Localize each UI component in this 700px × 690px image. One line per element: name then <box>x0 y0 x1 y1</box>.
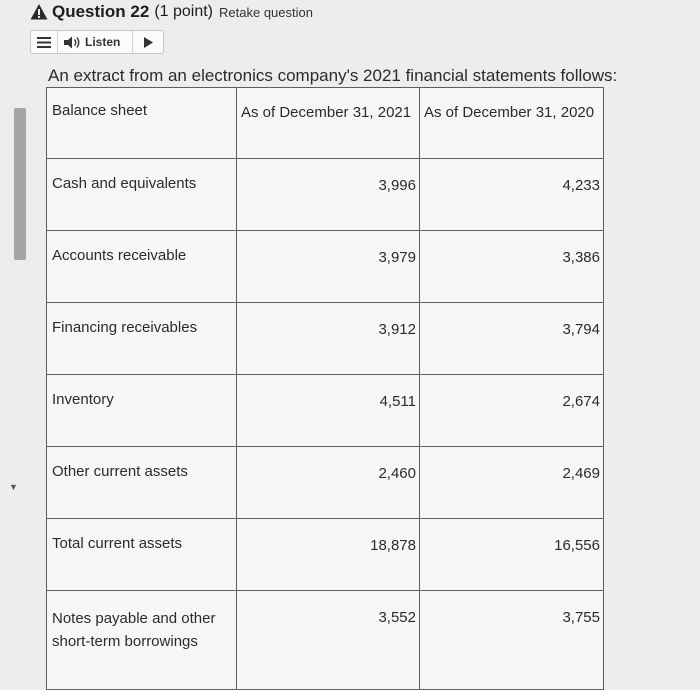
value-2021: 4,511 <box>237 375 420 447</box>
row-label: Financing receivables <box>47 303 237 375</box>
header-2020: As of December 31, 2020 <box>420 88 604 159</box>
warning-icon <box>30 3 48 21</box>
value-2021: 3,996 <box>237 159 420 231</box>
value-2020: 2,674 <box>420 375 604 447</box>
value-2021: 18,878 <box>237 519 420 591</box>
page-scrollbar[interactable] <box>14 108 26 260</box>
question-title: Question 22 <box>52 2 150 21</box>
value-2021: 3,912 <box>237 303 420 375</box>
question-header <box>30 0 313 24</box>
row-label: Notes payable and other short-term borrowings <box>47 591 237 690</box>
listen-toolbar <box>30 30 164 54</box>
header-2021: As of December 31, 2021 <box>237 88 420 159</box>
value-2020: 2,469 <box>420 447 604 519</box>
value-2020: 3,794 <box>420 303 604 375</box>
value-2020: 4,233 <box>420 159 604 231</box>
table-row <box>47 519 604 591</box>
table-row <box>47 303 604 375</box>
row-label: Total current assets <box>47 519 237 591</box>
table-row <box>47 231 604 303</box>
balance-sheet-table <box>46 87 604 690</box>
question-intro-text: An extract from an electronics company's 2021 financial statements follows: <box>48 66 618 85</box>
table-row <box>47 447 604 519</box>
header-balance-sheet: Balance sheet <box>47 88 237 159</box>
value-2020: 3,386 <box>420 231 604 303</box>
value-2021: 2,460 <box>237 447 420 519</box>
play-icon <box>144 37 153 48</box>
play-button[interactable] <box>132 31 163 53</box>
collapse-caret-icon[interactable]: ▼ <box>9 482 18 492</box>
table-header-row <box>47 88 604 159</box>
row-label: Accounts receivable <box>47 231 237 303</box>
value-2021: 3,979 <box>237 231 420 303</box>
row-label: Cash and equivalents <box>47 159 237 231</box>
value-2020: 16,556 <box>420 519 604 591</box>
table-row <box>47 159 604 231</box>
value-2021: 3,552 <box>237 591 420 690</box>
question-points: (1 point) <box>154 3 214 20</box>
value-2020: 3,755 <box>420 591 604 690</box>
retake-question-label: Retake question <box>219 4 313 20</box>
menu-icon <box>37 37 51 48</box>
table-row <box>47 591 604 690</box>
speaker-icon <box>64 36 82 49</box>
row-label: Other current assets <box>47 447 237 519</box>
row-label: Inventory <box>47 375 237 447</box>
menu-button[interactable] <box>31 31 58 53</box>
table-row <box>47 375 604 447</box>
listen-label: Listen <box>85 35 121 49</box>
listen-button[interactable] <box>64 35 120 49</box>
